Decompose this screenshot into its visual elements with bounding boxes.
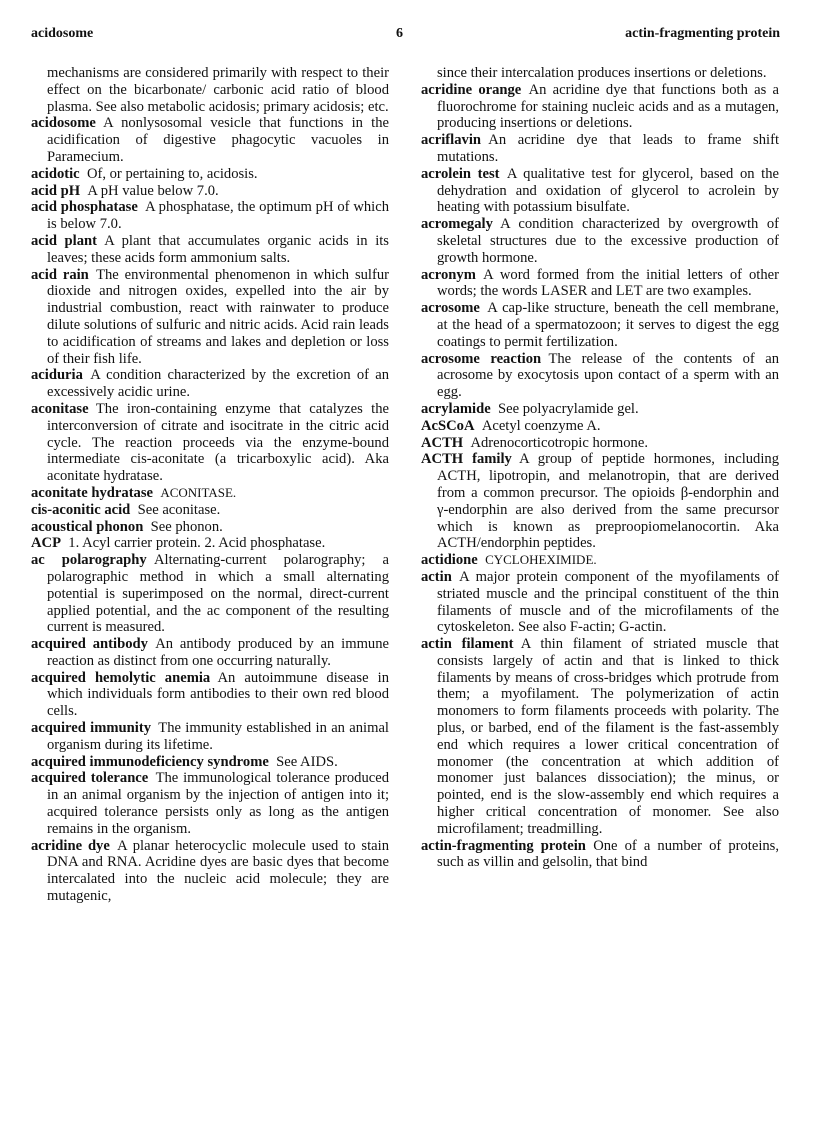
definition: A condition characterized by the excretion of an excessively acidic urine.	[47, 367, 389, 401]
definition: The immunity established in an animal organism during its lifetime.	[47, 720, 389, 753]
dictionary-entry	[421, 569, 779, 636]
headword: acquired hemolytic anemia	[31, 669, 211, 686]
dictionary-entry	[421, 132, 779, 166]
dictionary-entry	[421, 552, 779, 569]
definition: A planar heterocyclic molecule used to stain DNA and RNA. Acridine dyes are basic dyes that become intercalated into the nucleic acid molecule; they are mutagenic,	[47, 837, 389, 905]
definition: The release of the contents of an acrosome by exocytosis upon contact of a sperm with an egg.	[437, 350, 779, 401]
continued-text: mechanisms are considered primarily with respect to their effect on the bicarbonate/ carbonic acid ratio of blood plasma. See also metabolic acidosis; primary acidosis; etc.	[47, 65, 389, 115]
headword: acridine orange	[421, 81, 522, 98]
definition: 1. Acyl carrier protein. 2. Acid phosphatase.	[68, 535, 326, 552]
headword: acromegaly	[421, 216, 493, 233]
page-number: 6	[396, 26, 403, 41]
headword: aciduria	[31, 367, 83, 384]
dictionary-entry	[31, 636, 389, 670]
headword: acquired antibody	[31, 636, 148, 653]
dictionary-entry	[31, 535, 389, 552]
dictionary-entry	[421, 166, 779, 216]
dictionary-entry	[31, 770, 389, 837]
header-left-guide-term: acidosome	[31, 26, 94, 41]
dictionary-entry	[421, 435, 779, 452]
headword: acid plant	[31, 232, 97, 249]
definition: An acridine dye that functions both as a fluorochrome for staining nucleic acids and as a mutagen, producing insertions or deletions.	[437, 81, 779, 132]
headword: acquired immunodeficiency syndrome	[31, 753, 269, 770]
dictionary-entry	[31, 233, 389, 267]
definition: The immunological tolerance produced in an animal organism by the injection of antigen into it; acquired tolerance persists only as long as the antigen remains in the organism.	[47, 770, 389, 837]
dictionary-entry	[421, 351, 779, 401]
definition: Adrenocorticotropic hormone.	[470, 434, 648, 451]
definition: A pH value below 7.0.	[87, 182, 219, 199]
definition: A nonlysosomal vesicle that functions in the acidification of digestive phagocytic vacuoles in Paramecium.	[47, 115, 389, 165]
dictionary-entry	[31, 166, 389, 183]
dictionary-entry	[31, 115, 389, 165]
definition: An antibody produced by an immune reaction as distinct from one occurring naturally.	[47, 636, 389, 669]
headword: ac polarography	[31, 552, 147, 569]
headword: acquired immunity	[31, 720, 151, 737]
dictionary-entry	[31, 183, 389, 200]
headword: acidotic	[31, 165, 80, 182]
headword: aconitate hydratase	[31, 484, 154, 501]
definition: Of, or pertaining to, acidosis.	[86, 165, 258, 182]
dictionary-entry	[421, 216, 779, 266]
headword: acrolein test	[421, 165, 500, 182]
definition: A major protein component of the myofilaments of striated muscle and the principal constituent of the thin filaments of muscle and of the microfilaments of the cytoskeleton. See also F-actin; G-actin.	[437, 568, 779, 636]
definition: A cap-like structure, beneath the cell membrane, at the head of a spermatozoon; it serves to digest the egg coatings to permit fertilization.	[437, 300, 779, 350]
definition: ACONITASE.	[160, 484, 237, 500]
dictionary-entry	[31, 199, 389, 233]
definition: A word formed from the initial letters of other words; the words LASER and LET are two examples.	[437, 266, 779, 300]
headword: actidione	[421, 552, 478, 569]
dictionary-entry	[421, 300, 779, 350]
entry-list	[31, 115, 389, 904]
dictionary-entry	[421, 267, 779, 301]
headword: ACTH family	[421, 451, 512, 468]
dictionary-entry	[421, 636, 779, 838]
dictionary-entry	[31, 552, 389, 636]
dictionary-entry	[31, 720, 389, 754]
definition: The environmental phenomenon in which sulfur dioxide and nitrogen oxides, expelled into the air by industrial combustion, react with rainwater to produce dilute solutions of sulfuric and nitric acids. Acid rain leads to acidification of streams and lakes and depletion or loss of their fish life.	[47, 266, 390, 367]
headword: acrosome	[421, 300, 480, 317]
headword: acoustical phonon	[31, 518, 144, 535]
headword: acid rain	[31, 266, 89, 283]
dictionary-entry	[31, 367, 389, 401]
headword: acronym	[421, 266, 476, 283]
definition: An acridine dye that leads to frame shift mutations.	[437, 132, 779, 165]
definition: See polyacrylamide gel.	[498, 400, 639, 417]
headword: AcSCoA	[421, 417, 475, 434]
entry-list	[421, 82, 779, 871]
headword: acid phosphatase	[31, 199, 138, 216]
definition: Alternating-current polarography; a polarographic method in which a small alternating potential is superimposed on the normal, direct-current applied potential, and the ac component of the resulting current is measured.	[47, 552, 389, 636]
definition: A qualitative test for glycerol, based on the dehydration and oxidation of glycerol to acrolein by heating with potassium bisulfate.	[437, 165, 780, 216]
definition: The iron-containing enzyme that catalyzes the interconversion of citrate and isocitrate in the citric acid cycle. The reaction proceeds via the enzyme-bound intermediate cis-aconitate (a tricarboxylic acid). Aka aconitate hydratase.	[47, 400, 389, 485]
page-header	[31, 26, 780, 46]
dictionary-entry	[31, 670, 389, 720]
dictionary-entry	[31, 519, 389, 536]
dictionary-entry	[421, 418, 779, 435]
dictionary-entry	[31, 502, 389, 519]
headword: acidosome	[31, 115, 96, 132]
headword: acquired tolerance	[31, 770, 149, 787]
definition: A plant that accumulates organic acids in its leaves; these acids form ammonium salts.	[47, 232, 389, 266]
headword: acridine dye	[31, 837, 110, 854]
definition: See AIDS.	[276, 753, 338, 770]
dictionary-entry	[31, 754, 389, 771]
headword: cis-aconitic acid	[31, 501, 131, 518]
headword: aconitase	[31, 400, 89, 417]
definition: A condition characterized by overgrowth of skeletal structures due to the excessive production of growth hormone.	[437, 216, 779, 266]
headword: ACP	[31, 535, 61, 552]
dictionary-entry	[421, 82, 779, 132]
headword: acrylamide	[421, 400, 491, 417]
dictionary-entry	[421, 401, 779, 418]
dictionary-entry	[31, 267, 389, 368]
headword: actin	[421, 568, 452, 585]
headword: actin-fragmenting protein	[421, 837, 586, 854]
headword: acrosome reaction	[421, 350, 542, 367]
headword: acid pH	[31, 182, 81, 199]
definition: See aconitase.	[137, 501, 221, 518]
dictionary-entry	[31, 401, 389, 485]
definition: CYCLOHEXIMIDE.	[485, 552, 597, 568]
dictionary-entry	[31, 838, 389, 905]
definition: A group of peptide hormones, including ACTH, lipotropin, and melanotropin, that are derived from a common precursor. The opioids β-endorphin and γ-endorphin are also derived from the same precursor which is known as preproopiomelanocortin. Aka ACTH/endorphin peptides.	[437, 451, 779, 552]
definition: One of a number of proteins, such as villin and gelsolin, that bind	[437, 837, 779, 871]
definition: See phonon.	[150, 518, 223, 535]
dictionary-entry	[31, 485, 389, 502]
dictionary-entry	[421, 451, 779, 552]
dictionary-entry	[421, 838, 779, 872]
right-column	[421, 65, 779, 871]
definition: Acetyl coenzyme A.	[481, 417, 601, 434]
left-column	[31, 65, 389, 905]
headword: actin filament	[421, 636, 514, 653]
headword: ACTH	[421, 434, 464, 451]
definition: An autoimmune disease in which individuals form antibodies to their own red blood cells.	[47, 669, 389, 720]
header-right-guide-term: actin-fragmenting protein	[625, 26, 780, 41]
definition: A thin filament of striated muscle that consists largely of actin and that is linked to thick filaments by means of cross-bridges which protrude from them; a myofilament. The polymerization of actin monomers to form filaments proceeds with polarity. The plus, or barbed, end of the filament is the fast-assembly end which requires a lower critical concentration of monomer (the concentration at which addition of monomer just balances dissociation); the minus, or pointed, end is the slow-assembly end which requires a higher critical concentration of monomer. See also microfilament; treadmilling.	[437, 636, 779, 837]
headword: acriflavin	[421, 132, 481, 149]
definition: A phosphatase, the optimum pH of which is below 7.0.	[47, 199, 389, 233]
continued-text: since their intercalation produces insertions or deletions.	[437, 65, 767, 81]
